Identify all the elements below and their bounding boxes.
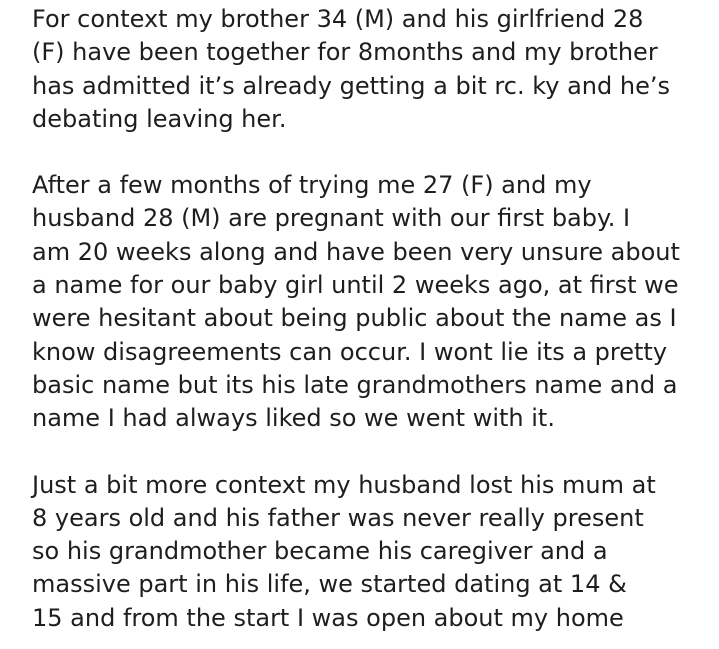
paragraph-husband-context xyxy=(32,469,702,632)
text-line: massive part in his life, we started dating at 14 & xyxy=(32,570,627,599)
text-line: has admitted it’s already getting a bit rc. ky and he’s xyxy=(32,71,670,100)
text-line-cut: 15 and from the start I was open about my home xyxy=(32,603,624,632)
text-line: husband 28 (M) are pregnant with our first baby. I xyxy=(32,204,631,233)
text-line: After a few months of trying me 27 (F) and my xyxy=(32,171,592,200)
text-line: (F) have been together for 8months and my brother xyxy=(32,38,658,67)
text-line: Just a bit more context my husband lost his mum at xyxy=(32,470,656,499)
text-line: were hesitant about being public about the name as I xyxy=(32,304,677,333)
paragraph-pregnancy xyxy=(32,169,702,435)
text-line: a name for our baby girl until 2 weeks ago, at first we xyxy=(32,271,679,300)
text-line: so his grandmother became his caregiver and a xyxy=(32,537,608,566)
text-line: 8 years old and his father was never really present xyxy=(32,503,644,532)
text-line: debating leaving her. xyxy=(32,104,287,133)
text-line: name I had always liked so we went with it. xyxy=(32,404,555,433)
text-line: know disagreements can occur. I wont lie its a pretty xyxy=(32,337,668,366)
text-line: basic name but its his late grandmothers name and a xyxy=(32,370,678,399)
text-line: am 20 weeks along and have been very unsure about xyxy=(32,237,680,266)
post-body xyxy=(32,0,702,649)
paragraph-context-brother xyxy=(32,3,702,136)
text-line: For context my brother 34 (M) and his girlfriend 28 xyxy=(32,5,644,33)
